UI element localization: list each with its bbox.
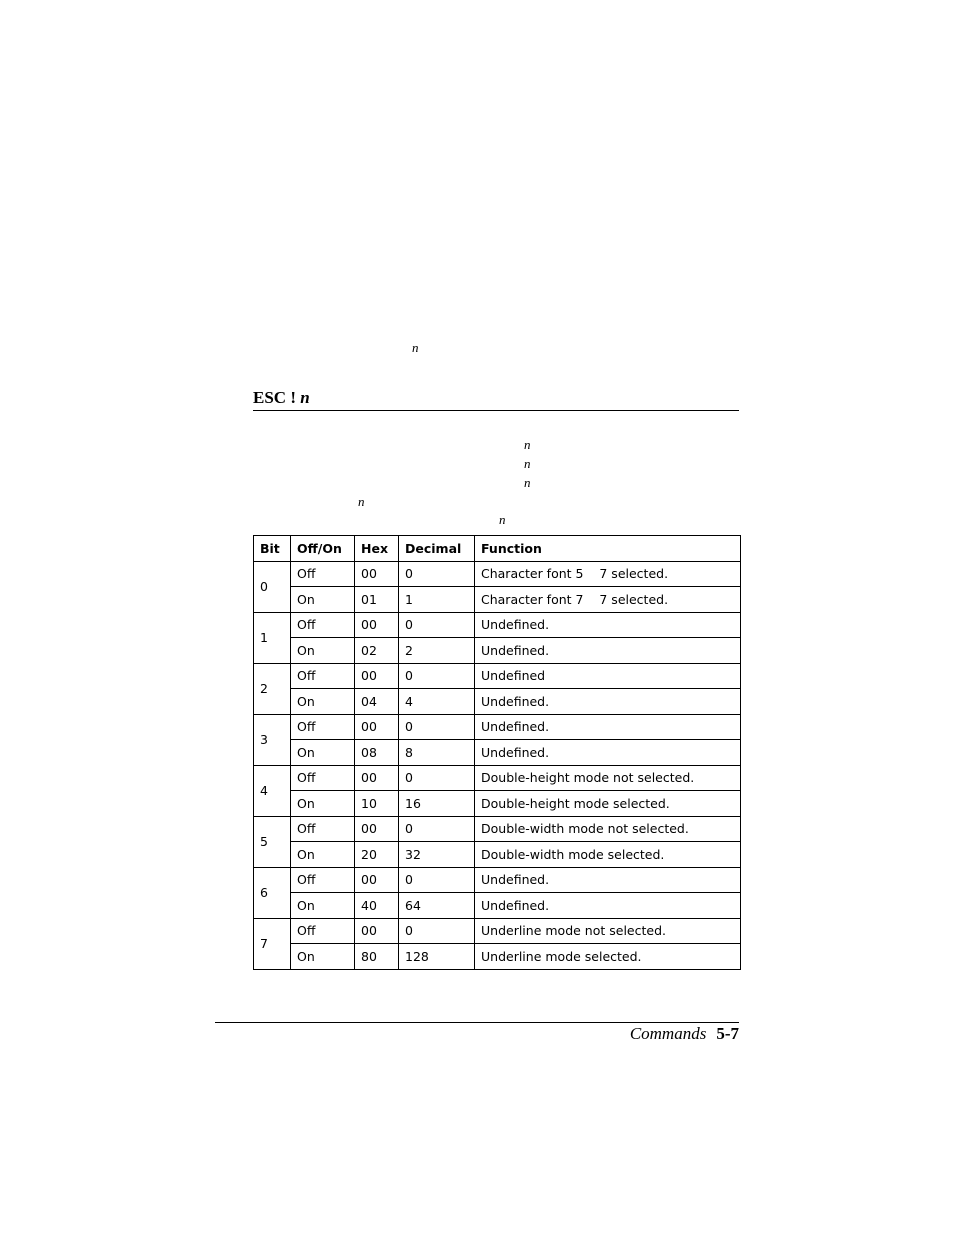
decimal-cell: 8 bbox=[399, 740, 475, 766]
bit-cell: 0 bbox=[254, 561, 291, 612]
function-cell: Underline mode selected. bbox=[475, 944, 741, 970]
bit-cell: 1 bbox=[254, 612, 291, 663]
param-mark-n: n bbox=[524, 456, 531, 471]
hex-cell: 20 bbox=[355, 842, 399, 868]
function-cell: Double-width mode selected. bbox=[475, 842, 741, 868]
table-row bbox=[254, 867, 741, 893]
decimal-cell: 0 bbox=[399, 714, 475, 740]
footer-rule bbox=[215, 1022, 739, 1023]
function-cell: Double-width mode not selected. bbox=[475, 816, 741, 842]
header-decimal: Decimal bbox=[399, 536, 475, 562]
page-number: 5-7 bbox=[716, 1024, 739, 1043]
section-heading bbox=[253, 388, 310, 408]
hex-cell: 00 bbox=[355, 918, 399, 944]
hex-cell: 40 bbox=[355, 893, 399, 919]
decimal-cell: 0 bbox=[399, 561, 475, 587]
state-cell: On bbox=[291, 689, 355, 715]
decimal-cell: 0 bbox=[399, 663, 475, 689]
hex-cell: 00 bbox=[355, 816, 399, 842]
decimal-cell: 32 bbox=[399, 842, 475, 868]
state-cell: Off bbox=[291, 765, 355, 791]
decimal-cell: 2 bbox=[399, 638, 475, 664]
decimal-cell: 0 bbox=[399, 816, 475, 842]
state-cell: Off bbox=[291, 714, 355, 740]
bit-cell: 4 bbox=[254, 765, 291, 816]
table-row bbox=[254, 638, 741, 664]
state-cell: On bbox=[291, 944, 355, 970]
state-cell: On bbox=[291, 587, 355, 613]
bit-cell: 5 bbox=[254, 816, 291, 867]
decimal-cell: 16 bbox=[399, 791, 475, 817]
function-cell: Character font 7 7 selected. bbox=[475, 587, 741, 613]
table-row bbox=[254, 740, 741, 766]
bit-cell: 2 bbox=[254, 663, 291, 714]
decimal-cell: 0 bbox=[399, 918, 475, 944]
table-row bbox=[254, 765, 741, 791]
heading-command: ESC ! bbox=[253, 388, 296, 407]
function-cell: Double-height mode selected. bbox=[475, 791, 741, 817]
header-function: Function bbox=[475, 536, 741, 562]
hex-cell: 10 bbox=[355, 791, 399, 817]
function-cell: Undefined. bbox=[475, 689, 741, 715]
state-cell: On bbox=[291, 893, 355, 919]
decimal-cell: 128 bbox=[399, 944, 475, 970]
state-cell: Off bbox=[291, 816, 355, 842]
table-header-row bbox=[254, 536, 741, 562]
decimal-cell: 0 bbox=[399, 612, 475, 638]
function-cell: Undefined. bbox=[475, 638, 741, 664]
state-cell: Off bbox=[291, 867, 355, 893]
state-cell: Off bbox=[291, 561, 355, 587]
function-cell: Undefined. bbox=[475, 893, 741, 919]
state-cell: On bbox=[291, 638, 355, 664]
page-footer bbox=[630, 1024, 739, 1044]
function-cell: Undefined. bbox=[475, 612, 741, 638]
bit-cell: 6 bbox=[254, 867, 291, 918]
function-cell: Undefined. bbox=[475, 714, 741, 740]
table-row bbox=[254, 561, 741, 587]
hex-cell: 00 bbox=[355, 561, 399, 587]
hex-cell: 00 bbox=[355, 714, 399, 740]
state-cell: On bbox=[291, 842, 355, 868]
heading-param: n bbox=[300, 388, 310, 407]
param-mark-n: n bbox=[412, 340, 419, 355]
table-row bbox=[254, 663, 741, 689]
function-cell: Undefined. bbox=[475, 867, 741, 893]
decimal-cell: 64 bbox=[399, 893, 475, 919]
state-cell: Off bbox=[291, 918, 355, 944]
table-row bbox=[254, 918, 741, 944]
state-cell: On bbox=[291, 740, 355, 766]
hex-cell: 00 bbox=[355, 867, 399, 893]
hex-cell: 00 bbox=[355, 765, 399, 791]
table-row bbox=[254, 842, 741, 868]
table-row bbox=[254, 944, 741, 970]
bit-cell: 3 bbox=[254, 714, 291, 765]
decimal-cell: 1 bbox=[399, 587, 475, 613]
footer-section: Commands bbox=[629, 1024, 707, 1043]
decimal-cell: 4 bbox=[399, 689, 475, 715]
hex-cell: 02 bbox=[355, 638, 399, 664]
function-cell: Character font 5 7 selected. bbox=[475, 561, 741, 587]
param-mark-n: n bbox=[499, 512, 506, 527]
state-cell: Off bbox=[291, 663, 355, 689]
decimal-cell: 0 bbox=[399, 765, 475, 791]
heading-rule bbox=[253, 410, 739, 411]
param-mark-n: n bbox=[524, 437, 531, 452]
hex-cell: 01 bbox=[355, 587, 399, 613]
bit-cell: 7 bbox=[254, 918, 291, 969]
header-bit: Bit bbox=[254, 536, 291, 562]
hex-cell: 80 bbox=[355, 944, 399, 970]
table-row bbox=[254, 791, 741, 817]
hex-cell: 04 bbox=[355, 689, 399, 715]
function-cell: Double-height mode not selected. bbox=[475, 765, 741, 791]
hex-cell: 00 bbox=[355, 612, 399, 638]
table-row bbox=[254, 689, 741, 715]
bit-function-table bbox=[253, 535, 741, 970]
param-mark-n: n bbox=[524, 475, 531, 490]
function-cell: Undefined bbox=[475, 663, 741, 689]
table-row bbox=[254, 587, 741, 613]
function-cell: Undefined. bbox=[475, 740, 741, 766]
hex-cell: 00 bbox=[355, 663, 399, 689]
state-cell: On bbox=[291, 791, 355, 817]
param-mark-n: n bbox=[358, 494, 365, 509]
header-hex: Hex bbox=[355, 536, 399, 562]
hex-cell: 08 bbox=[355, 740, 399, 766]
state-cell: Off bbox=[291, 612, 355, 638]
table-row bbox=[254, 612, 741, 638]
table-row bbox=[254, 816, 741, 842]
header-off-on: Off/On bbox=[291, 536, 355, 562]
decimal-cell: 0 bbox=[399, 867, 475, 893]
function-cell: Underline mode not selected. bbox=[475, 918, 741, 944]
table-row bbox=[254, 893, 741, 919]
table-row bbox=[254, 714, 741, 740]
